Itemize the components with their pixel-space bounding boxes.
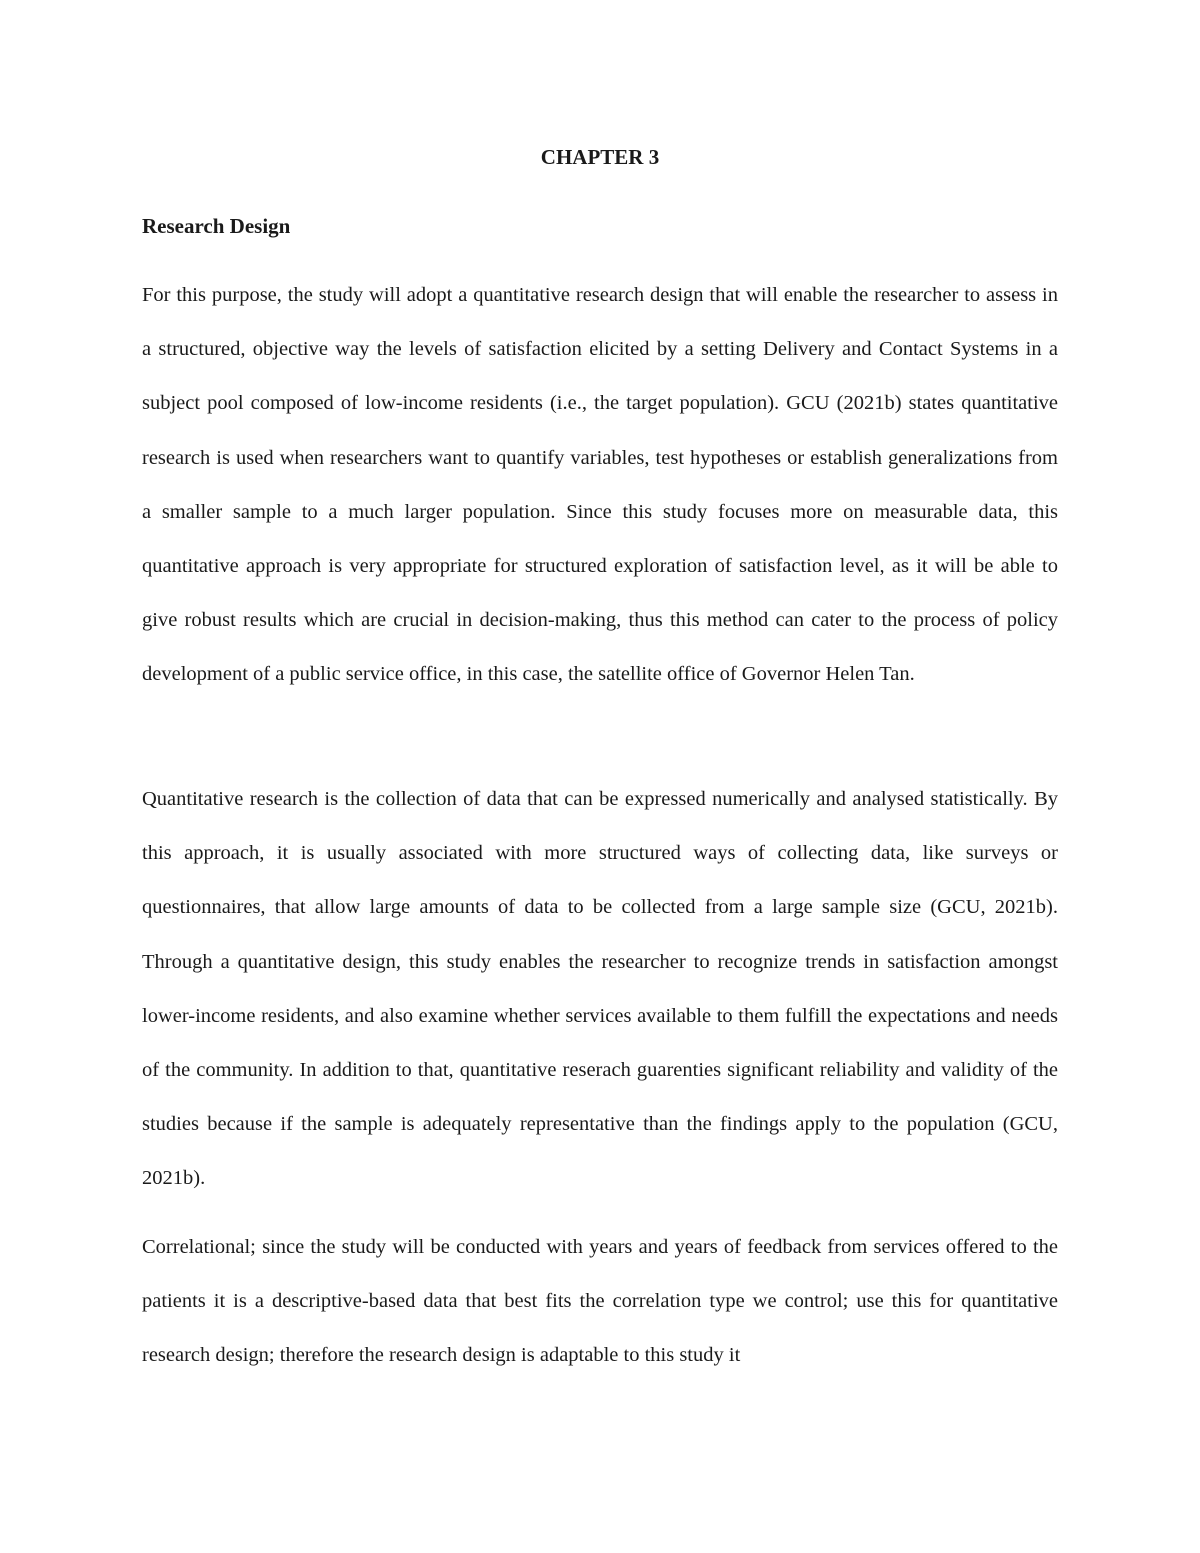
paragraph-3: Correlational; since the study will be conducted with years and years of feedback from services offered to the patients it is a descriptive-based data that best fits the correlation type we control; use this for quantitative research design; therefore the research design is adaptable to this study it: [142, 1236, 1058, 1367]
section-heading: Research Design: [142, 214, 291, 238]
chapter-title: CHAPTER 3: [540, 145, 660, 169]
paragraph-2: Quantitative research is the collection of data that can be expressed numerically and analysed statistically. By this approach, it is usually associated with more structured ways of collecting data, like surveys or questionnaires, that allow large amounts of data to be collected from a large sample size (GCU, 2021b). Through a quantitative design, this study enables the researcher to recognize trends in satisfaction amongst lower-income residents, and also examine whether services available to them fulfill the expectations and needs of the community. In addition to that, quantitative reserach guarenties significant reliability and validity of the studies because if the sample is adequately representative than the findings apply to the population (GCU, 2021b).: [142, 788, 1058, 1190]
paragraph-1: For this purpose, the study will adopt a quantitative research design that will enable the researcher to assess in a structured, objective way the levels of satisfaction elicited by a setting Delivery and Contact Systems in a subject pool composed of low-income residents (i.e., the target population). GCU (2021b) states quantitative research is used when researchers want to quantify variables, test hypotheses or establish generalizations from a smaller sample to a much larger population. Since this study focuses more on measurable data, this quantitative approach is very appropriate for structured exploration of satisfaction level, as it will be able to give robust results which are crucial in decision-making, thus this method can cater to the process of policy development of a public service office, in this case, the satellite office of Governor Helen Tan.: [142, 284, 1058, 686]
